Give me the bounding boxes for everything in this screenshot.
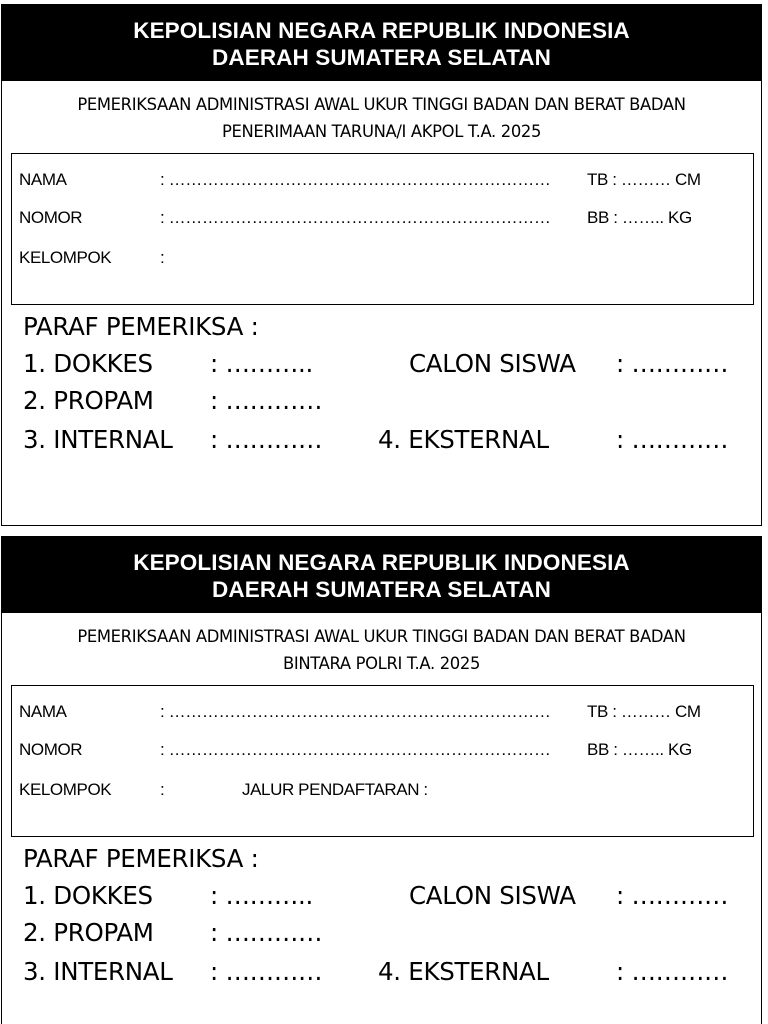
- eksternal-label: 4. EKSTERNAL: [378, 425, 549, 454]
- jalur-pendaftaran-field[interactable]: JALUR PENDAFTARAN :: [242, 780, 428, 799]
- propam-field[interactable]: : …………: [210, 386, 323, 415]
- subtitle-line-2: BINTARA POLRI T.A. 2025: [282, 654, 481, 673]
- internal-label: 3. INTERNAL: [23, 957, 173, 986]
- form-card-akpol: [1, 4, 762, 526]
- form-card-bintara: [1, 536, 762, 1024]
- tb-field[interactable]: TB : ……… CM: [587, 170, 701, 189]
- dokkes-field[interactable]: : ………..: [210, 349, 314, 378]
- nomor-label: NOMOR: [19, 740, 83, 759]
- subtitle-line-1: PEMERIKSAAN ADMINISTRASI AWAL UKUR TINGGI BADAN DAN BERAT BADAN: [77, 95, 686, 114]
- propam-label: 2. PROPAM: [23, 918, 154, 947]
- kelompok-label: KELOMPOK: [19, 248, 112, 267]
- kelompok-field[interactable]: :: [160, 248, 165, 267]
- card-subtitle: [2, 91, 761, 145]
- internal-label: 3. INTERNAL: [23, 425, 173, 454]
- eksternal-field[interactable]: : …………: [616, 957, 729, 986]
- paraf-title: PARAF PEMERIKSA :: [23, 844, 259, 873]
- nomor-field[interactable]: : ……………………………………………………………: [160, 740, 551, 759]
- kelompok-label: KELOMPOK: [19, 780, 112, 799]
- internal-field[interactable]: : …………: [210, 425, 323, 454]
- bb-field[interactable]: BB : …….. KG: [587, 208, 692, 227]
- dokkes-field[interactable]: : ………..: [210, 881, 314, 910]
- propam-field[interactable]: : …………: [210, 918, 323, 947]
- identity-box: [11, 153, 754, 305]
- calon-siswa-field[interactable]: : …………: [616, 881, 729, 910]
- calon-siswa-label: CALON SISWA: [409, 881, 576, 910]
- header-line-2: DAERAH SUMATERA SELATAN: [212, 577, 551, 602]
- paraf-title: PARAF PEMERIKSA :: [23, 312, 259, 341]
- bb-field[interactable]: BB : …….. KG: [587, 740, 692, 759]
- card-header: [2, 5, 761, 81]
- calon-siswa-label: CALON SISWA: [409, 349, 576, 378]
- kelompok-field[interactable]: :: [160, 780, 165, 799]
- card-subtitle: [2, 623, 761, 677]
- subtitle-line-2: PENERIMAAN TARUNA/I AKPOL T.A. 2025: [221, 122, 542, 141]
- header-line-1: KEPOLISIAN NEGARA REPUBLIK INDONESIA: [133, 18, 630, 43]
- tb-field[interactable]: TB : ……… CM: [587, 702, 701, 721]
- header-line-2: DAERAH SUMATERA SELATAN: [212, 45, 551, 70]
- propam-label: 2. PROPAM: [23, 386, 154, 415]
- internal-field[interactable]: : …………: [210, 957, 323, 986]
- nama-field[interactable]: : ……………………………………………………………: [160, 170, 551, 189]
- calon-siswa-field[interactable]: : …………: [616, 349, 729, 378]
- dokkes-label: 1. DOKKES: [23, 349, 153, 378]
- card-header: [2, 537, 761, 613]
- nama-label: NAMA: [19, 170, 67, 189]
- nomor-label: NOMOR: [19, 208, 83, 227]
- subtitle-line-1: PEMERIKSAAN ADMINISTRASI AWAL UKUR TINGGI BADAN DAN BERAT BADAN: [77, 627, 686, 646]
- nomor-field[interactable]: : ……………………………………………………………: [160, 208, 551, 227]
- header-line-1: KEPOLISIAN NEGARA REPUBLIK INDONESIA: [133, 550, 630, 575]
- nama-field[interactable]: : ……………………………………………………………: [160, 702, 551, 721]
- nama-label: NAMA: [19, 702, 67, 721]
- eksternal-field[interactable]: : …………: [616, 425, 729, 454]
- eksternal-label: 4. EKSTERNAL: [378, 957, 549, 986]
- dokkes-label: 1. DOKKES: [23, 881, 153, 910]
- identity-box: [11, 685, 754, 837]
